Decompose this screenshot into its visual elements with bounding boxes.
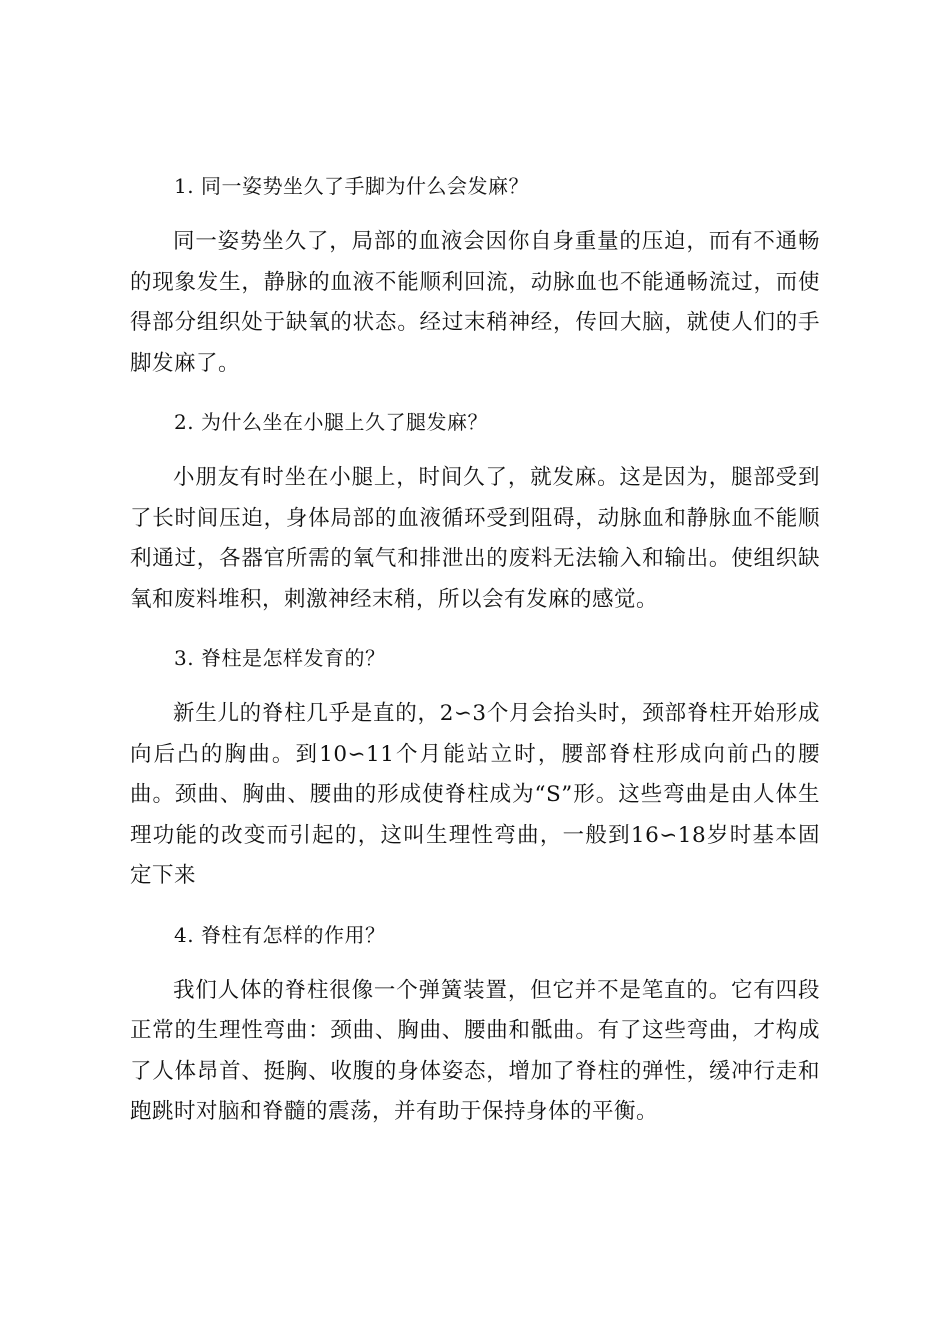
section-heading-1: 1. 同一姿势坐久了手脚为什么会发麻？ bbox=[174, 174, 529, 198]
section-paragraph-4: 我们人体的脊柱很像一个弹簧装置，但它并不是笔直的。它有四段正常的生理性弯曲：颈曲、胸曲、腰曲和骶曲。有了这些弯曲，才构成了人体昂首、挺胸、收腹的身体姿态，增加了脊柱的弹性，缓冲行走和跑跳时对脑和脊髓的震荡，并有助于保持身体的平衡。 bbox=[130, 977, 820, 1124]
section-paragraph-1: 同一姿势坐久了，局部的血液会因你自身重量的压迫，而有不通畅的现象发生，静脉的血液不能顺利回流，动脉血也不能通畅流过，而使得部分组织处于缺氧的状态。经过末稍神经，传回大脑，就使人们的手脚发麻了。 bbox=[130, 229, 820, 376]
section-heading-4: 4. 脊柱有怎样的作用？ bbox=[174, 922, 386, 947]
document-body bbox=[130, 170, 820, 1133]
section-heading-2: 2. 为什么坐在小腿上久了腿发麻？ bbox=[174, 410, 488, 434]
section-paragraph-3: 新生儿的脊柱几乎是直的，2∽3个月会抬头时，颈部脊柱开始形成向后凸的胸曲。到10∽11个月能站立时，腰部脊柱形成向前凸的腰曲。颈曲、胸曲、腰曲的形成使脊柱成为“S”形。这些弯曲是由人体生理功能的改变而引起的，这叫生理性弯曲，一般到16∽18岁时基本固定下来 bbox=[130, 701, 820, 888]
section-heading-3: 3. 脊柱是怎样发育的？ bbox=[174, 646, 386, 670]
section-paragraph-2: 小朋友有时坐在小腿上，时间久了，就发麻。这是因为，腿部受到了长时间压迫，身体局部的血液循环受到阻碍，动脉血和静脉血不能顺利通过，各器官所需的氧气和排泄出的废料无法输入和输出。使组织缺氧和废料堆积，刺激神经末稍，所以会有发麻的感觉。 bbox=[130, 465, 820, 612]
